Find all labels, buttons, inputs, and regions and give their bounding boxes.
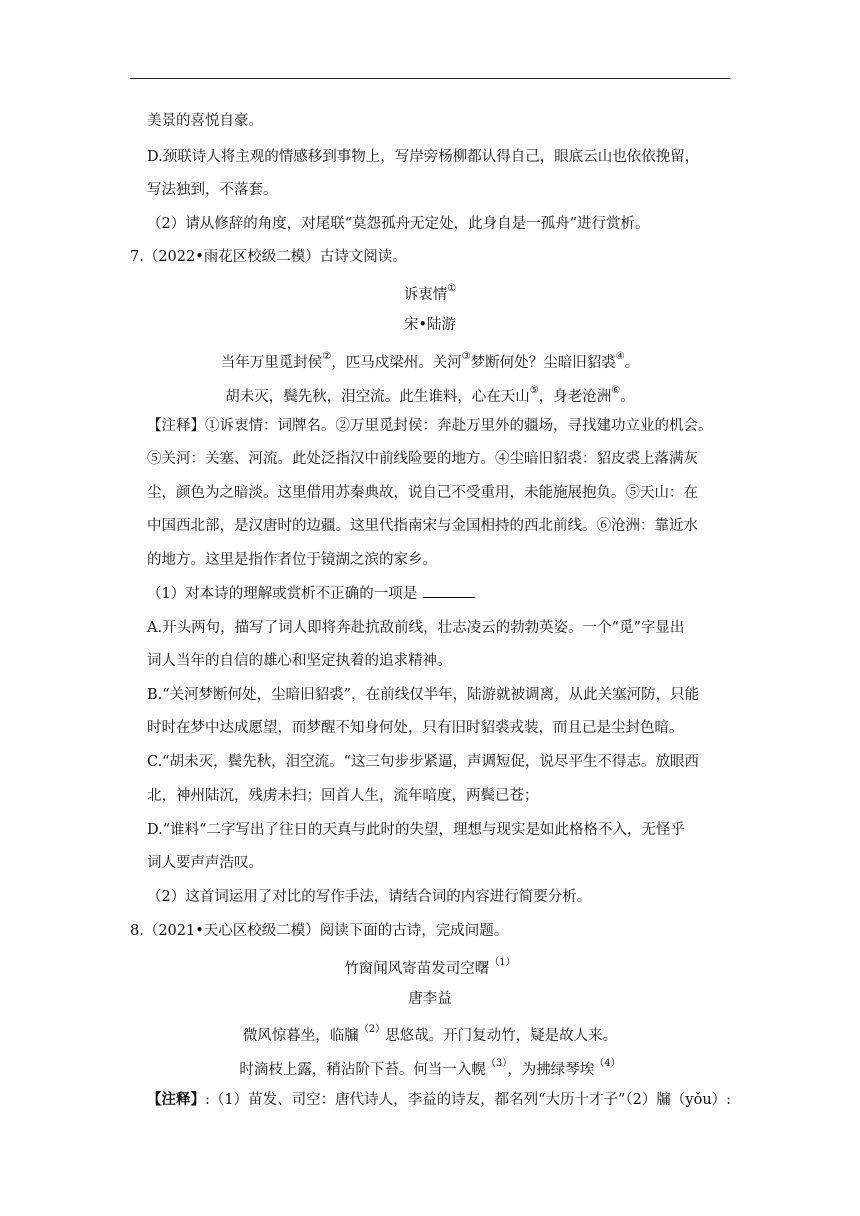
question-6-2: （2）请从修辞的角度，对尾联“莫怨孤舟无定处，此身自是一孤舟”进行赏析。 [147,216,650,232]
poem-1-line-2: 胡未灭，鬓先秋，泪空流。此生谁料，心在天山⑤，身老沧洲⑥。 [225,385,635,405]
question-7-1: （1）对本诗的理解或赏析不正确的一项是 [147,584,475,604]
question-8-header: 8.（2021•天心区校级二模）阅读下面的古诗，完成问题。 [130,923,509,939]
text-line: 美景的喜悦自豪。 [147,113,263,129]
option-b-line-1: B.“关河梦断何处，尘暗旧貂裘”，在前线仅半年，陆游就被调离，从此关塞河防，只能 [147,687,700,703]
poem-1-line-1: 当年万里觅封侯②，匹马戍梁州。关河③梦断何处？尘暗旧貂裘④。 [220,351,640,371]
answer-blank[interactable] [423,584,475,598]
option-a-line-1: A.开头两句，描写了词人即将奔赴抗敌前线，壮志凌云的勃勃英姿。一个“觅”字显出 [147,620,685,636]
annotation-1-line-3: 尘，颜色为之暗淡。这里借用苏秦典故，说自己不受重用，未能施展抱负。⑤天山：在 [147,485,698,501]
option-d-line-1: D.“谁料“二字写出了往日的天真与此时的失望，理想与现实是如此格格不入，无怪乎 [147,822,686,838]
poem-2-line-1: 微风惊暮坐，临牖$^{(2)}$思悠哉。开门复动竹，疑是故人来。 [242,1024,618,1044]
poem-2-line-2: 时滴枝上露，稍沾阶下苔。何当一入幌$^{(3)}$，为拂绿琴埃$^{(4)}$ [239,1058,621,1078]
poem-2-title: 竹窗闻风寄苗发司空曙$^{(1)}$ [344,957,516,977]
option-c-line-1: C.“胡未灭，鬓先秋，泪空流。“这三句步步紧逼，声调短促，说尽平生不得志。放眼西 [147,754,700,770]
annotation-2-line-1: 【注释】:（1）苗发、司空：唐代诗人，李益的诗友，都名列“大历十才子”（2）牖（yǒu）: [147,1091,732,1108]
annotation-1-line-1: 【注释】①诉衷情：词牌名。②万里觅封侯：奔赴万里外的疆场，寻找建功立业的机会。 [147,418,713,434]
poem-2-author: 唐李益 [408,991,452,1007]
option-c-line-2: 北，神州陆沉，残虏未扫；回首人生，流年暗度，两鬓已苍； [147,788,539,804]
poem-1-title: 诉衷情① [403,283,457,303]
option-a-line-2: 词人当年的自信的雄心和坚定执着的追求精神。 [147,653,452,669]
question-7-header: 7.（2022•雨花区校级二模）古诗文阅读。 [130,249,407,265]
annotation-1-line-4: 中国西北部，是汉唐时的边疆。这里代指南宋与金国相持的西北前线。⑥沧洲：靠近水 [147,518,698,534]
option-d-line: D.颈联诗人将主观的情感移到事物上，写岸旁杨柳都认得自己，眼底云山也依依挽留， [147,149,700,165]
text-line: 写法独到，不落套。 [147,182,278,198]
footnote-mark: ① [447,283,457,294]
option-b-line-2: 时时在梦中达成愿望，而梦醒不知身何处，只有旧时貂裘戎装，而且已是尘封色暗。 [147,720,684,736]
header-rule [130,78,730,79]
option-d-line-2: 词人要声声浩叹。 [147,855,263,871]
annotation-1-line-2: ⑤关河：关塞、河流。此处泛指汉中前线险要的地方。④尘暗旧貂裘：貂皮裘上落满灰 [147,451,698,467]
poem-1-author: 宋•陆游 [403,317,457,333]
annotation-1-line-5: 的地方。这里是指作者位于镜湖之滨的家乡。 [147,552,437,568]
question-7-2: （2）这首词运用了对比的写作手法，请结合词的内容进行简要分析。 [147,889,592,905]
